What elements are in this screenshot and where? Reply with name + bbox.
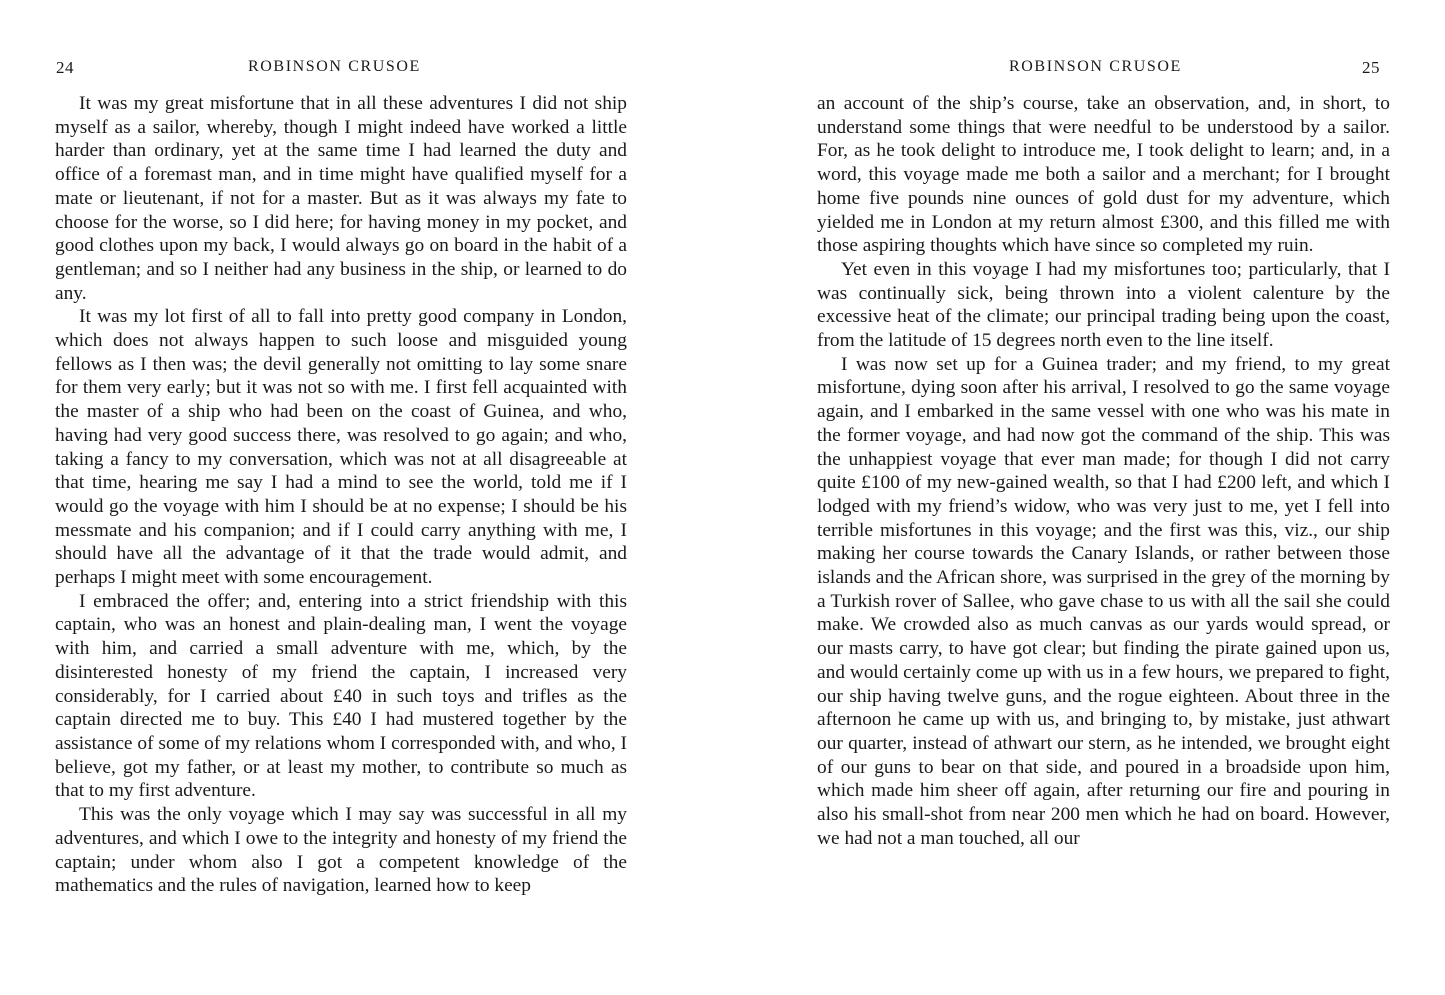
page-number: 24: [56, 58, 74, 77]
paragraph: an account of the ship’s course, take an observation, and, in short, to understand some things that were needful to be understood by a sailor. For, as he took delight to introduce me, I took delight to learn; and, in a word, this voyage made me both a sailor and a merchant; for I brought home five pounds nine ounces of gold dust for my adventure, which yielded me in London at my return almost £300, and this filled me with those aspiring thoughts which have since so completed my ruin.: [817, 93, 1390, 257]
paragraph: This was the only voyage which I may say was successful in all my adventures, and which I owe to the integrity and honesty of my friend the captain; under whom also I got a competent knowledge of the mathematics and the rules of navigation, learned how to keep: [55, 804, 627, 897]
page-body: [55, 92, 627, 898]
paragraph: I was now set up for a Guinea trader; and my friend, to my great misfortune, dying soon after his arrival, I resolved to go the same voyage again, and I embarked in the same vessel with one who was his mate in the former voyage, and had now got the command of the ship. This was the unhappiest voyage that ever man made; for though I did not carry quite £100 of my new-gained wealth, so that I had £200 left, and which I lodged with my friend’s widow, who was very just to me, yet I fell into terrible misfortunes in this voyage; and the first was this, viz., our ship making her course towards the Canary Islands, or rather between those islands and the African shore, was surprised in the grey of the morning by a Turkish rover of Sallee, who gave chase to us with all the sail she could make. We crowded also as much canvas as our yards would spread, or our masts carry, to have got clear; but finding the pirate gained upon us, and would certainly come up with us in a few hours, we prepared to fight, our ship having twelve guns, and the rogue eighteen. About three in the afternoon he came up with us, and bringing to, by mistake, just athwart our quarter, instead of athwart our stern, as he intended, we brought eight of our guns to bear on that side, and poured in a broadside upon him, which made him sheer off again, after returning our fire and pouring in also his small-shot from near 200 men which he had on board. However, we had not a man touched, all our: [817, 353, 1390, 849]
paragraph: I embraced the offer; and, entering into a strict friendship with this captain, who was an honest and plain-dealing man, I went the voyage with him, and carried a small adventure with me, which, by the disinterested honesty of my friend the captain, I increased very considerably, for I carried about £40 in such toys and trifles as the captain directed me to buy. This £40 I had mustered together by the assistance of some of my relations whom I corresponded with, and who, I believe, got my father, or at least my mother, to contribute so much as that to my first adventure.: [55, 590, 627, 802]
page-body: [817, 92, 1390, 851]
paragraph: Yet even in this voyage I had my misfortunes too; particularly, that I was continually sick, being thrown into a violent calenture by the excessive heat of the climate; our principal trading being upon the coast, from the latitude of 15 degrees north even to the line itself.: [817, 258, 1390, 352]
running-head: ROBINSON CRUSOE: [248, 58, 421, 75]
right-page: [722, 0, 1445, 995]
paragraph: It was my great misfortune that in all these adventures I did not ship myself as a sailor, whereby, though I might indeed have worked a little harder than ordinary, yet at the same time I had learned the duty and office of a foremast man, and in time might have qualified myself for a mate or lieutenant, if not for a master. But as it was always my fate to choose for the worse, so I did here; for having money in my pocket, and good clothes upon my back, I would always go on board in the habit of a gentleman; and so I neither had any business in the ship, or learned to do any.: [55, 93, 627, 304]
left-page: [0, 0, 722, 995]
paragraph: It was my lot first of all to fall into pretty good company in London, which does not always happen to such loose and misguided young fellows as I then was; the devil generally not omitting to lay some snare for them very early; but it was not so with me. I first fell acquainted with the master of a ship who had been on the coast of Guinea, and who, having had very good success there, was resolved to go again; and who, taking a fancy to my conversation, which was not at all disagreeable at that time, hearing me say I had a mind to see the world, told me if I would go the voyage with him I should be at no expense; I should be his messmate and his companion; and if I could carry anything with me, I should have all the advantage of it that the trade would admit, and perhaps I might meet with some encouragement.: [55, 306, 627, 589]
running-head: ROBINSON CRUSOE: [1009, 58, 1182, 75]
page-number: 25: [1362, 58, 1380, 77]
